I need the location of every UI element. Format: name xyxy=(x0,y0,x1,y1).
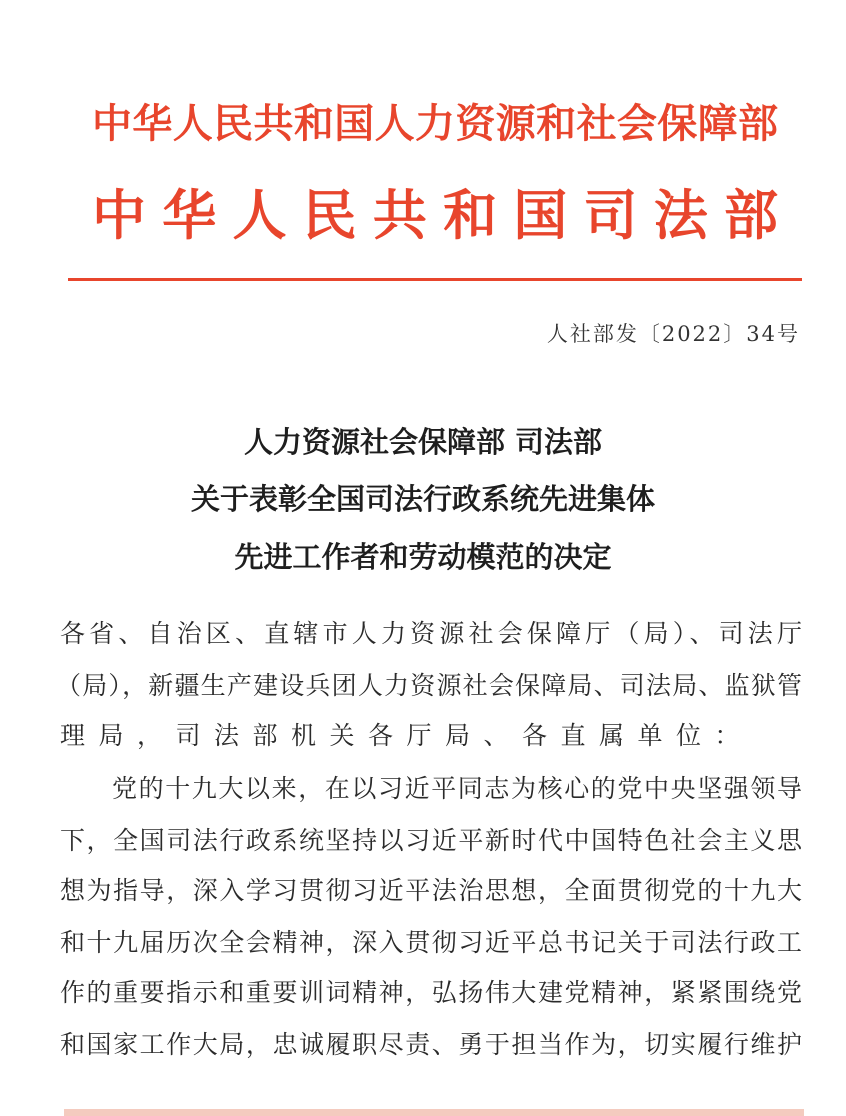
addressee-line: （局），新疆生产建设兵团人力资源社会保障局、司法局、监狱管 xyxy=(56,671,802,700)
body-line: 作的重要指示和重要训词精神，弘扬伟大建党精神，紧紧围绕党 xyxy=(60,978,802,1007)
issuer-header-hrss: 中华人民共和国人力资源和社会保障部 xyxy=(92,101,778,147)
document-title-line: 人力资源社会保障部 司法部 xyxy=(243,425,603,459)
document-title-line: 先进工作者和劳动模范的决定 xyxy=(234,540,612,574)
page-bottom-edge xyxy=(64,1109,804,1116)
addressee-line: 各省、自治区、直辖市人力资源社会保障厅（局）、司法厅 xyxy=(60,619,802,648)
body-line: 想为指导，深入学习贯彻习近平法治思想，全面贯彻党的十九大 xyxy=(60,876,802,905)
document-title-line: 关于表彰全国司法行政系统先进集体 xyxy=(190,482,655,516)
red-header-rule xyxy=(68,278,802,281)
body-line: 党的十九大以来，在以习近平同志为核心的党中央坚强领导 xyxy=(112,774,802,803)
issuer-header-justice: 中华人民共和国司法部 xyxy=(92,184,778,247)
addressee-line: 理局，司法部机关各厅局、各直属单位： xyxy=(60,721,754,750)
body-line: 和十九届历次全会精神，深入贯彻习近平总书记关于司法行政工 xyxy=(60,928,802,957)
document-number: 人社部发〔2022〕34号 xyxy=(546,322,800,346)
body-line: 和国家工作大局，忠诚履职尽责、勇于担当作为，切实履行维护 xyxy=(60,1030,802,1059)
body-line: 下，全国司法行政系统坚持以习近平新时代中国特色社会主义思 xyxy=(60,826,802,855)
